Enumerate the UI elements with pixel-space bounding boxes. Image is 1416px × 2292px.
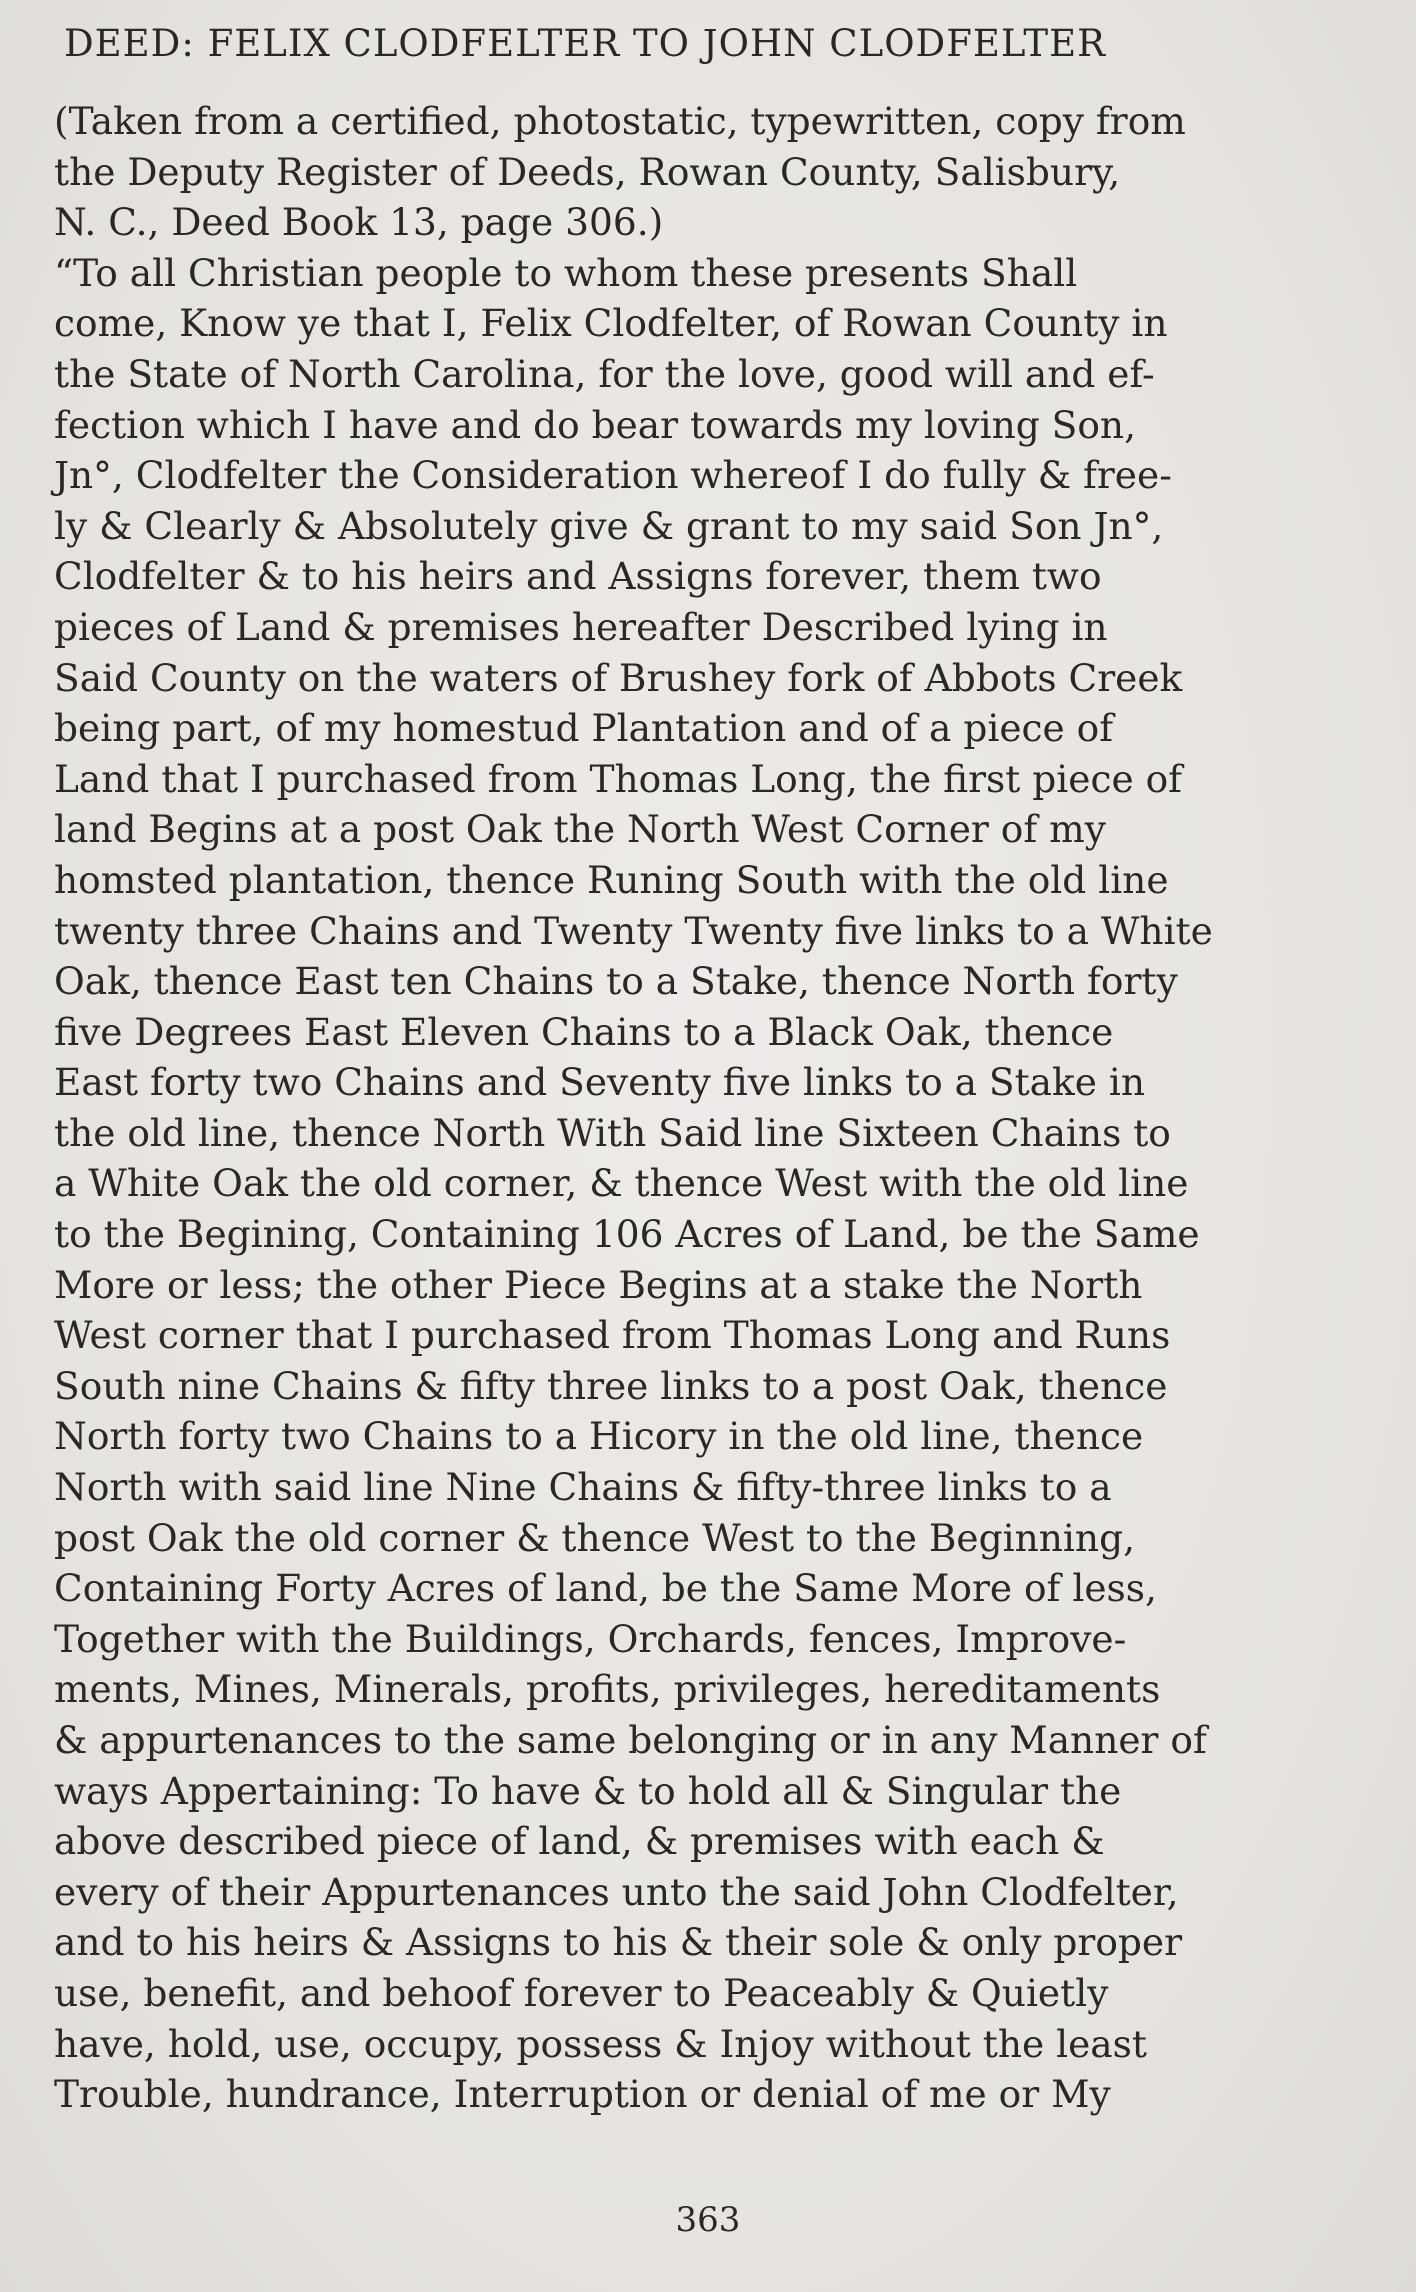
page-number: 363 [675,2200,741,2240]
text-line: and to his heirs & Assigns to his & their sole & only proper [54,1920,1183,1965]
deed-body-text [54,96,1384,2120]
text-line: Land that I purchased from Thomas Long, the first piece of [54,756,1183,801]
text-line: Together with the Buildings, Orchards, fences, Improve- [54,1616,1127,1661]
text-line: above described piece of land, & premises with each & [54,1819,1105,1864]
text-line: come, Know ye that I, Felix Clodfelter, of Rowan County in [54,301,1168,346]
text-line: land Begins at a post Oak the North West Corner of my [54,807,1106,852]
text-line: pieces of Land & premises hereafter Described lying in [54,604,1108,649]
text-line: Oak, thence East ten Chains to a Stake, thence North forty [54,959,1178,1004]
text-line: Trouble, hundrance, Interruption or denial of me or My [54,2072,1111,2117]
text-line: North forty two Chains to a Hicory in the old line, thence [54,1414,1144,1459]
text-line: & appurtenances to the same belonging or in any Manner of [54,1718,1207,1762]
text-line: post Oak the old corner & thence West to the Beginning, [54,1515,1135,1560]
text-line: North with said line Nine Chains & fifty-three links to a [54,1465,1112,1510]
text-line: “To all Christian people to whom these presents Shall [54,250,1078,295]
text-line: the old line, thence North With Said line Sixteen Chains to [54,1110,1171,1155]
text-line: have, hold, use, occupy, possess & Injoy without the least [54,2021,1147,2066]
text-line: East forty two Chains and Seventy five links to a Stake in [54,1060,1145,1105]
text-line: Clodfelter & to his heirs and Assigns forever, them two [54,554,1102,599]
text-line: homsted plantation, thence Runing South with the old line [54,857,1169,902]
text-line: More or less; the other Piece Begins at a stake the North [54,1262,1143,1307]
text-line: Jn°, Clodfelter the Consideration whereof I do fully & free- [54,453,1172,498]
text-line: Containing Forty Acres of land, be the Same More of less, [54,1566,1157,1611]
text-line: ly & Clearly & Absolutely give & grant to my said Son Jn°, [54,503,1164,548]
text-line: the State of North Carolina, for the love, good will and ef- [54,351,1155,396]
text-line: fection which I have and do bear towards my loving Son, [54,402,1137,447]
text-line: N. C., Deed Book 13, page 306.) [54,200,664,245]
text-line: West corner that I purchased from Thomas Long and Runs [54,1313,1171,1358]
text-line: use, benefit, and behoof forever to Peaceably & Quietly [54,1970,1109,2015]
text-line: ments, Mines, Minerals, profits, privileges, hereditaments [54,1667,1161,1712]
text-line: twenty three Chains and Twenty Twenty five links to a White [54,908,1213,953]
text-line: South nine Chains & fifty three links to a post Oak, thence [54,1363,1168,1408]
text-line: the Deputy Register of Deeds, Rowan County, Salisbury, [54,149,1121,194]
text-line: every of their Appurtenances unto the said John Clodfelter, [54,1869,1179,1914]
text-line: Said County on the waters of Brushey fork of Abbots Creek [54,655,1183,700]
text-line: to the Begining, Containing 106 Acres of Land, be the Same [54,1212,1200,1257]
text-line: five Degrees East Eleven Chains to a Black Oak, thence [54,1009,1114,1054]
text-line: ways Appertaining: To have & to hold all & Singular the [54,1768,1122,1813]
text-line: (Taken from a certified, photostatic, typewritten, copy from [54,99,1186,143]
text-line: a White Oak the old corner, & thence West with the old line [54,1161,1189,1206]
text-line: being part, of my homestud Plantation and of a piece of [54,706,1114,751]
deed-heading: DEED: FELIX CLODFELTER TO JOHN CLODFELTER [64,22,1106,65]
